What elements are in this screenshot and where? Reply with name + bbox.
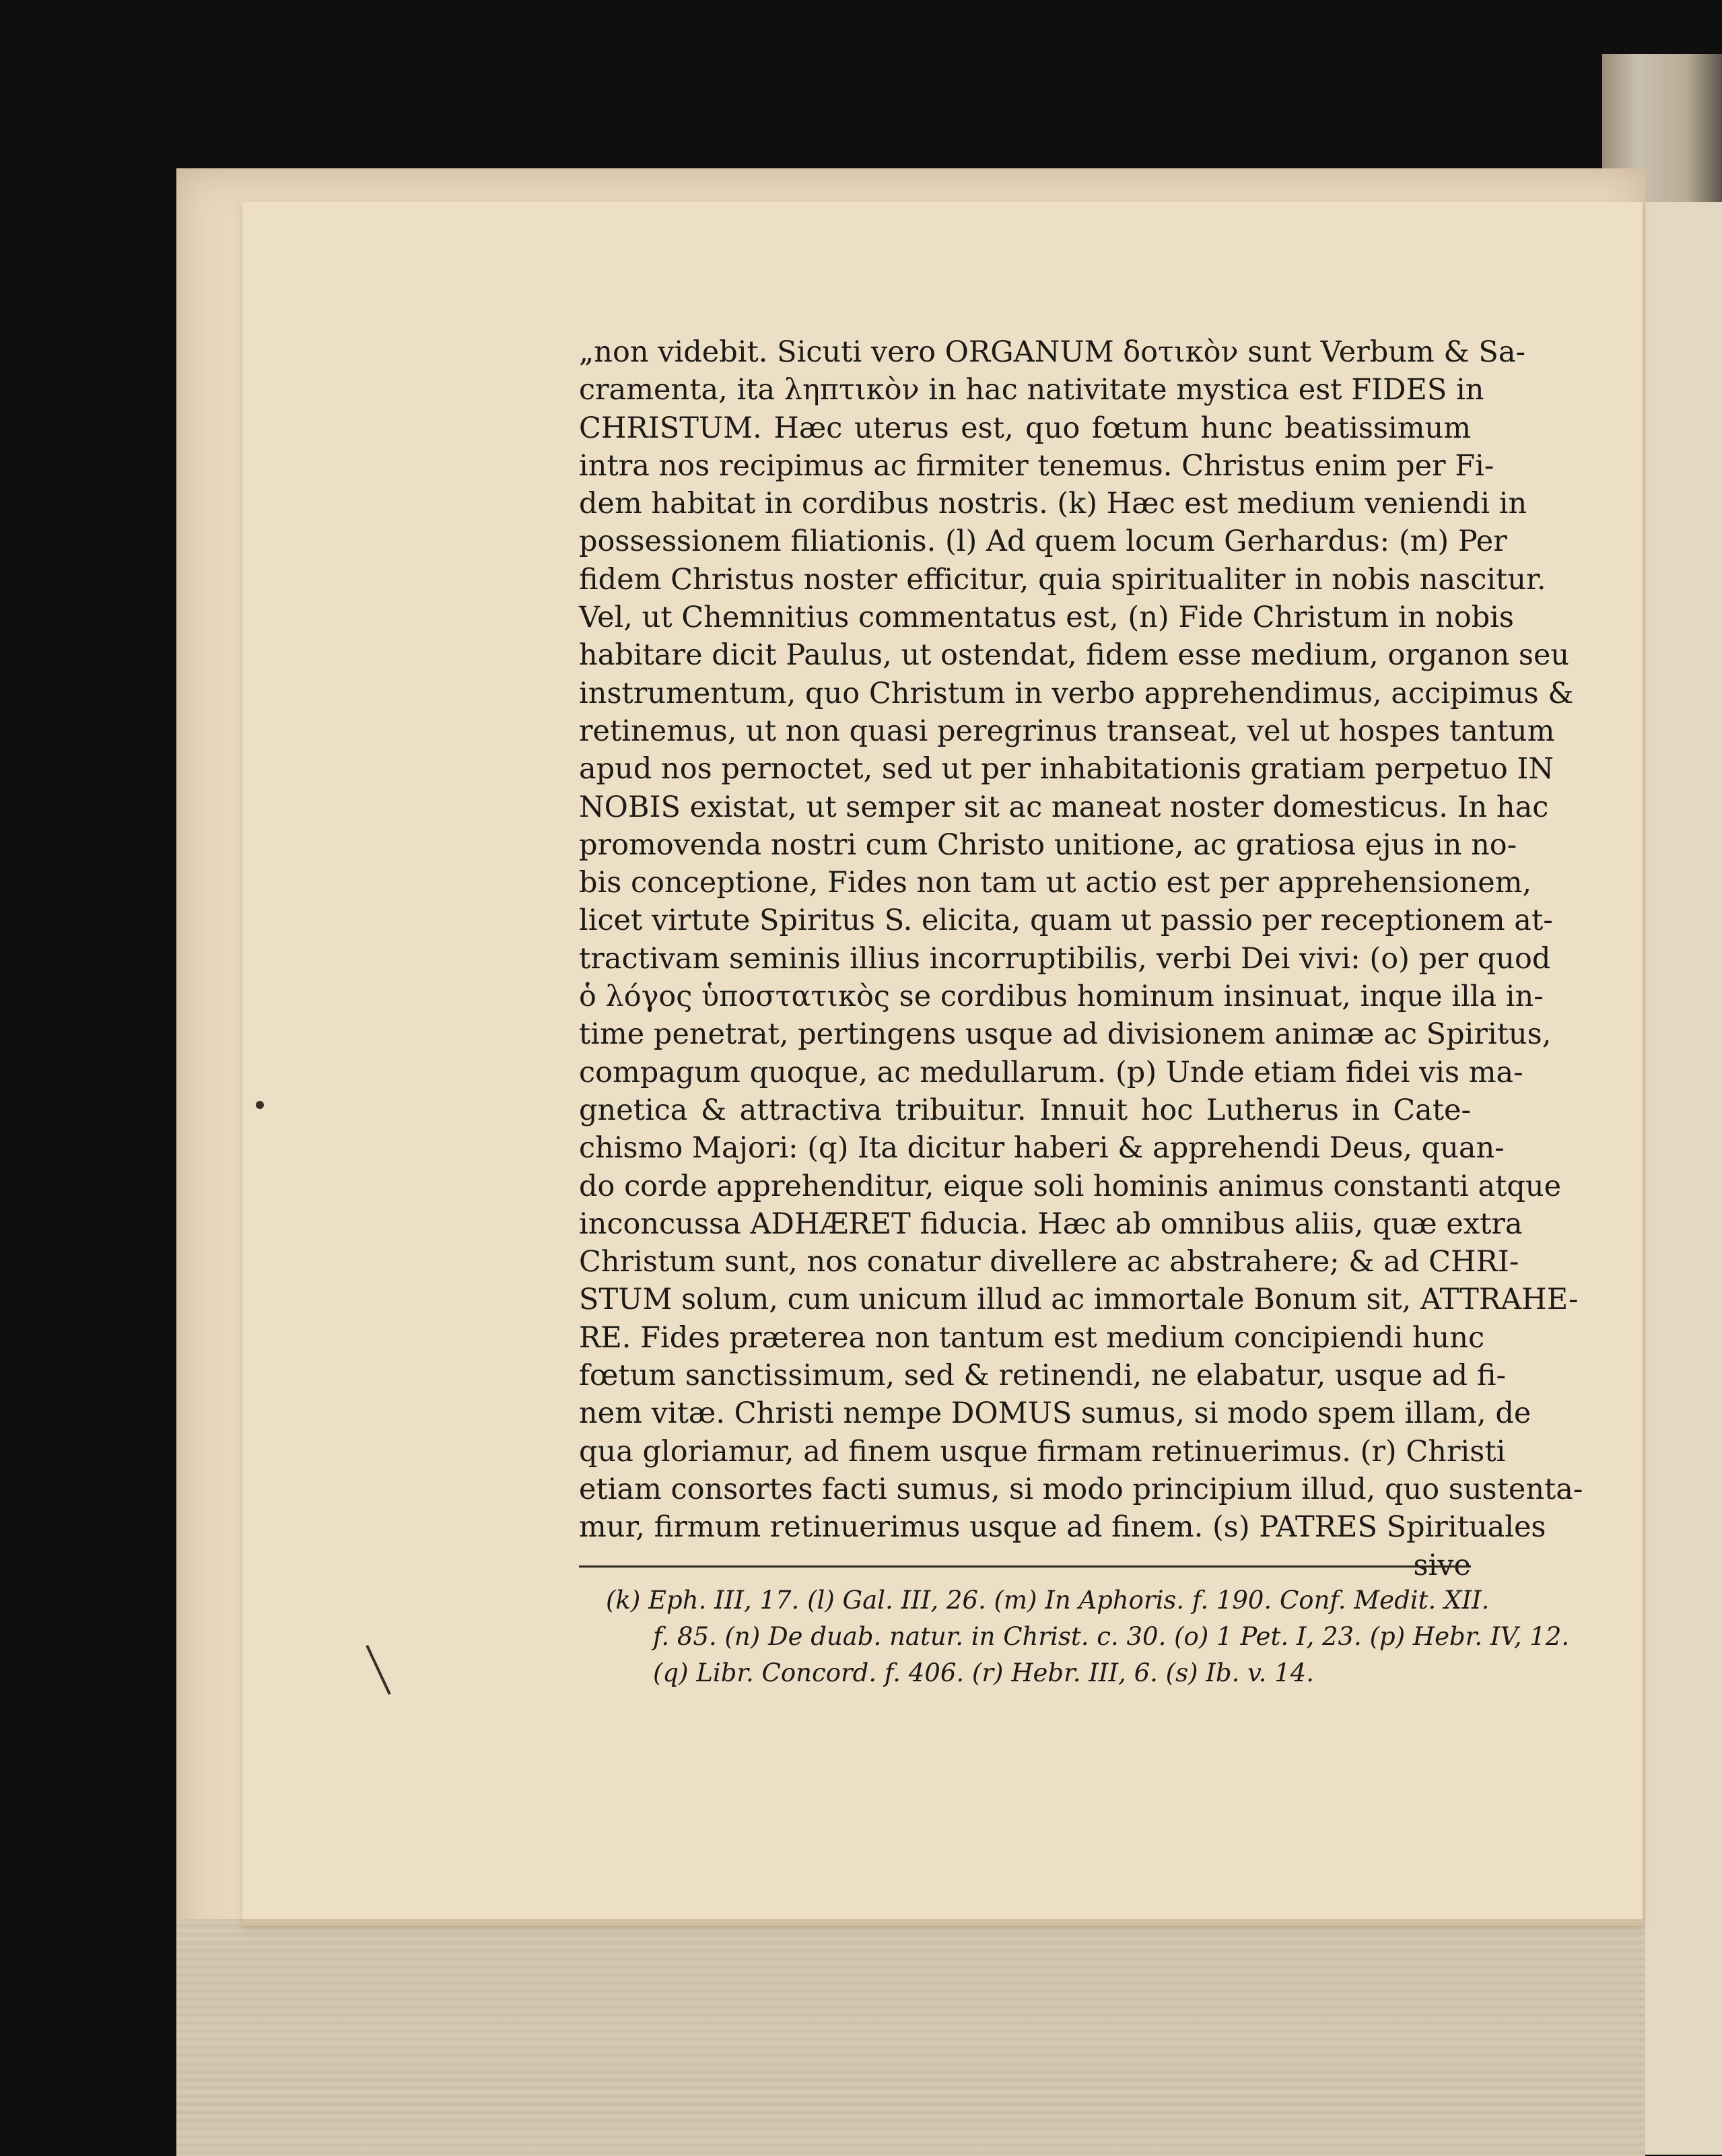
text-line: Christum sunt, nos conatur divellere ac abstrahere; & ad CHRI-	[579, 1245, 1519, 1279]
text-line: time penetrat, pertingens usque ad divisionem animæ ac Spiritus,	[579, 1017, 1552, 1052]
text-line: promovenda nostri cum Christo unitione, ac gratiosa ejus in no-	[579, 828, 1517, 862]
text-line: do corde apprehenditur, eique soli hominis animus constanti atque	[579, 1169, 1562, 1203]
text-line: compagum quoque, ac medullarum. (p) Unde etiam fidei vis ma-	[579, 1055, 1523, 1089]
text-line: STUM solum, cum unicum illud ac immortale Bonum sit, ATTRAHE-	[579, 1283, 1579, 1317]
text-line: Vel, ut Chemnitius commentatus est, (n) Fide Christum in nobis	[579, 601, 1514, 635]
text-line: apud nos pernoctet, sed ut per inhabitationis gratiam perpetuo IN	[579, 752, 1554, 786]
text-line: qua gloriamur, ad finem usque firmam retinuerimus. (r) Christi	[579, 1434, 1506, 1469]
text-line: nem vitæ. Christi nempe DOMUS sumus, si modo spem illam, de	[579, 1396, 1531, 1431]
text-line: tractivam seminis illius incorruptibilis, verbi Dei vivi: (o) per quod	[579, 941, 1551, 976]
text-line: NOBIS existat, ut semper sit ac maneat noster domesticus. In hac	[579, 790, 1549, 824]
text-line: ὁ λόγος ὑποστατικὸς se cordibus hominum insinuat, inque illa in-	[579, 980, 1544, 1014]
text-line: possessionem filiationis. (l) Ad quem locum Gerhardus: (m) Per	[579, 525, 1507, 559]
text-line: mur, firmum retinuerimus usque ad finem. (s) PATRES Spirituales	[579, 1510, 1546, 1545]
catchword: sive	[1413, 1548, 1471, 1582]
ink-spot	[256, 1101, 264, 1109]
main-text	[579, 333, 1583, 1584]
text-line: dem habitat in cordibus nostris. (k) Hæc est medium veniendi in	[579, 487, 1527, 521]
text-line: chismo Majori: (q) Ita dicitur haberi & apprehendi Deus, quan-	[579, 1131, 1505, 1166]
text-line: licet virtute Spiritus S. elicita, quam ut passio per receptionem at-	[579, 904, 1553, 938]
text-line: instrumentum, quo Christum in verbo apprehendimus, accipimus &	[579, 676, 1574, 710]
text-line: RE. Fides præterea non tantum est medium concipiendi hunc	[579, 1320, 1485, 1355]
facing-page-edge	[1643, 202, 1722, 2155]
text-line: fœtum sanctissimum, sed & retinendi, ne elabatur, usque ad fi-	[579, 1359, 1507, 1393]
text-line: etiam consortes facti sumus, si modo principium illud, quo sustenta-	[579, 1472, 1583, 1506]
footnote-rule	[579, 1565, 1471, 1568]
text-line: cramenta, ita ληπτικὸν in hac nativitate mystica est FIDES in	[579, 373, 1484, 407]
text-line: habitare dicit Paulus, ut ostendat, fidem esse medium, organon seu	[579, 638, 1570, 673]
text-line: intra nos recipimus ac firmiter tenemus. Christus enim per Fi-	[579, 448, 1494, 483]
text-line: CHRISTUM. Hæc uterus est, quo fœtum hunc beatissimum	[579, 411, 1471, 445]
text-line: bis conceptione, Fides non tam ut actio est per apprehensionem,	[579, 866, 1532, 900]
text-line: inconcussa ADHÆRET fiducia. Hæc ab omnibus aliis, quæ extra	[579, 1207, 1523, 1241]
text-line: fidem Christus noster efficitur, quia spiritualiter in nobis nascitur.	[579, 562, 1546, 597]
footnote-line: (k) Eph. III, 17. (l) Gal. III, 26. (m) In Aphoris. f. 190. Conf. Medit. XII.	[606, 1586, 1490, 1615]
footnote-line: f. 85. (n) De duab. natur. in Christ. c. 30. (o) 1 Pet. I, 23. (p) Hebr. IV, 12.	[653, 1622, 1570, 1651]
text-line: retinemus, ut non quasi peregrinus transeat, vel ut hospes tantum	[579, 714, 1555, 748]
text-line: „non videbit. Sicuti vero ORGANUM δοτικὸν sunt Verbum & Sa-	[579, 335, 1526, 369]
text-line: gnetica & attractiva tribuitur. Innuit hoc Lutherus in Cate-	[579, 1093, 1471, 1127]
footnotes	[606, 1582, 1570, 1691]
page-bottom-margin	[176, 1919, 1645, 2156]
footnote-line: (q) Libr. Concord. f. 406. (r) Hebr. III, 6. (s) Ib. v. 14.	[653, 1658, 1314, 1687]
